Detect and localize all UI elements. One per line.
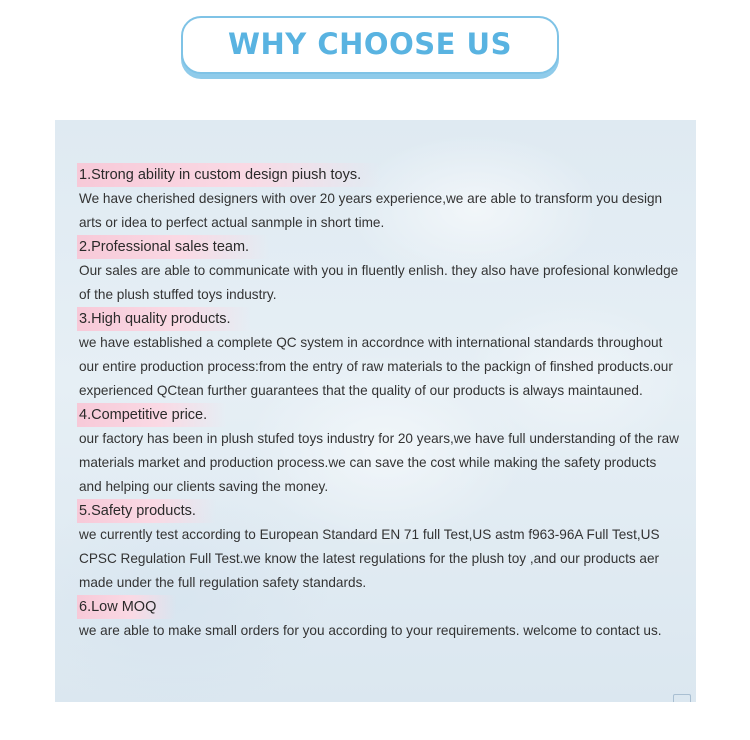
section-heading: 4.Competitive price. bbox=[77, 403, 227, 427]
header-banner bbox=[181, 16, 559, 74]
section-body: our factory has been in plush stufed toys industry for 20 years,we have full understanding of the raw materials market and production process.we can save the cost while making the safety products and helping our clients saving the money. bbox=[79, 431, 679, 494]
section-heading: 6.Low MOQ bbox=[77, 595, 176, 619]
section-body: we have established a complete QC system in accordnce with international standards throughout our entire production process:from the entry of raw materials to the packign of finshed products.our experienced QCtean further guarantees that the quality of our products is always maintauned. bbox=[79, 335, 673, 398]
section-heading: 1.Strong ability in custom design piush toys. bbox=[77, 163, 381, 187]
content-panel bbox=[55, 120, 696, 702]
section-body: we are able to make small orders for you according to your requirements. welcome to contact us. bbox=[79, 623, 662, 638]
page-title: WHY CHOOSE US bbox=[228, 27, 512, 61]
section-body: We have cherished designers with over 20 years experience,we are able to transform you design arts or idea to perfect actual sanmple in short time. bbox=[79, 191, 663, 230]
section-body: we currently test according to European Standard EN 71 full Test,US astm f963-96A Full Test,US CPSC Regulation Full Test.we know the latest regulations for the plush toy ,and our products aer made under the full regulation safety standards. bbox=[79, 527, 660, 590]
section-safety bbox=[79, 499, 679, 595]
corner-tab-icon bbox=[673, 694, 691, 702]
section-sales-team bbox=[79, 235, 679, 307]
section-quality bbox=[79, 307, 679, 403]
section-heading: 3.High quality products. bbox=[77, 307, 251, 331]
section-heading: 2.Professional sales team. bbox=[77, 235, 269, 259]
section-moq bbox=[79, 595, 679, 643]
sections-list bbox=[79, 163, 679, 643]
section-price bbox=[79, 403, 679, 499]
section-custom-design bbox=[79, 163, 679, 235]
section-body: Our sales are able to communicate with you in fluently enlish. they also have profesional konwledge of the plush stuffed toys industry. bbox=[79, 263, 679, 302]
section-heading: 5.Safety products. bbox=[77, 499, 216, 523]
